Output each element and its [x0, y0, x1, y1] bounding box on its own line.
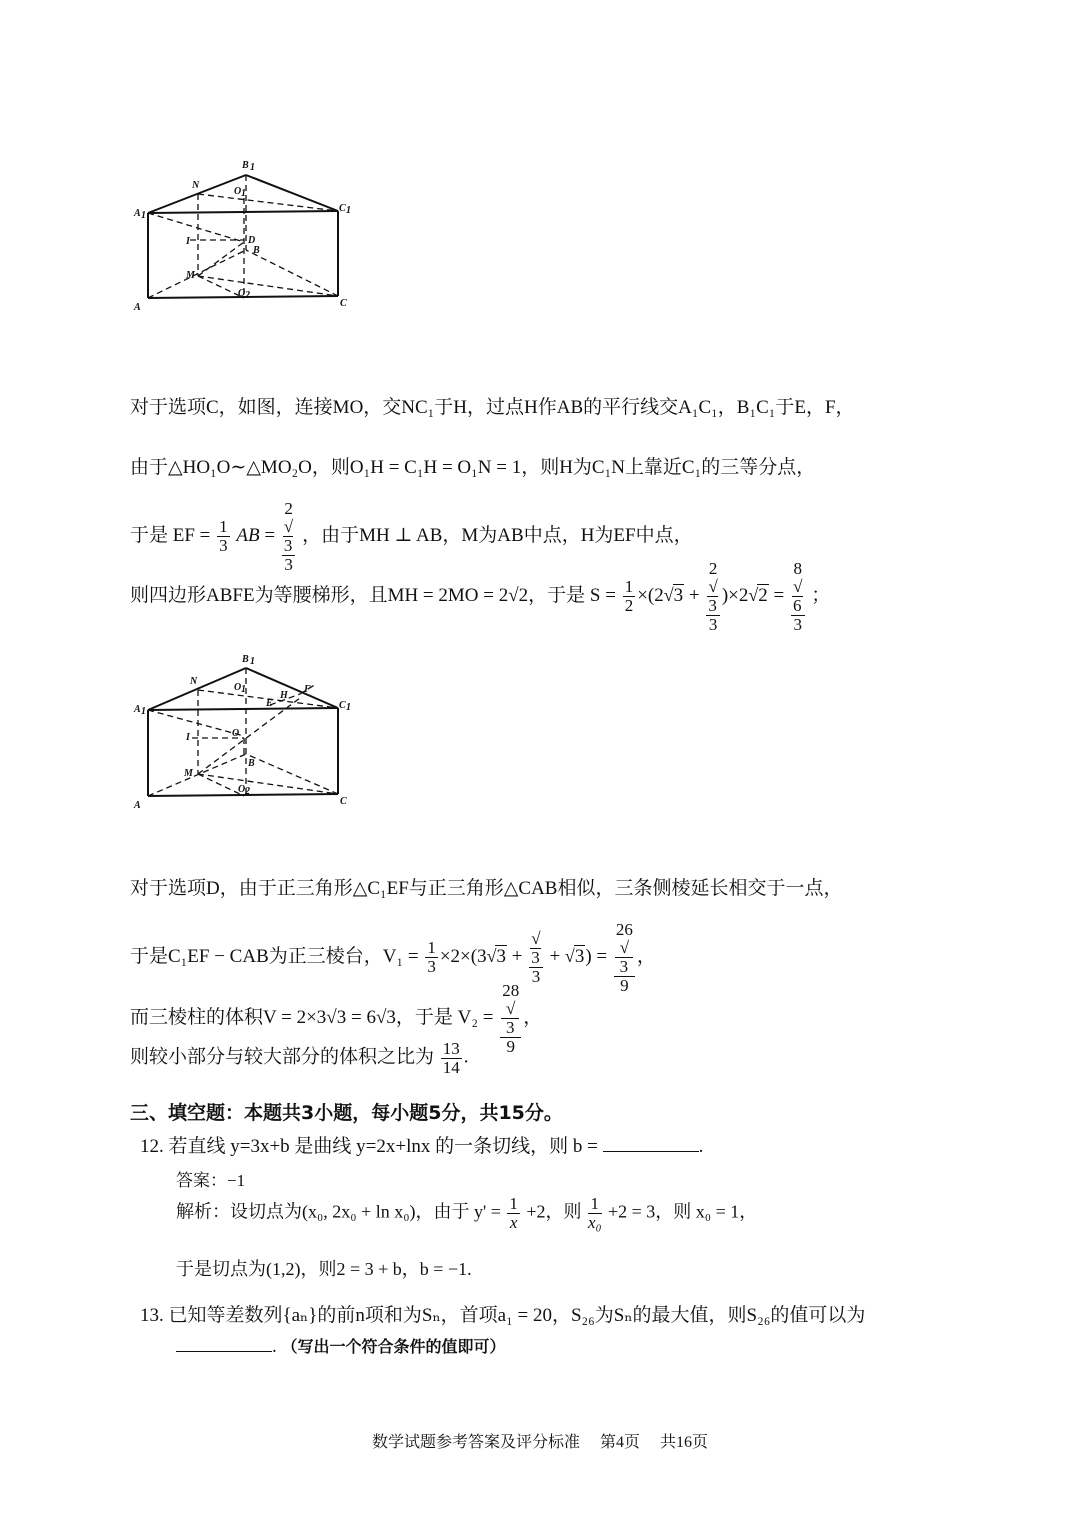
- fraction-2sqrt3-over-3: 2 √ 3 3: [282, 500, 296, 573]
- answer-blank-13[interactable]: [176, 1337, 272, 1352]
- prism-figure-2: [120, 650, 370, 810]
- option-d-line-4: 则较小部分与较大部分的体积之比为 $\frac{13}{14}$ .: [130, 1039, 469, 1077]
- svg-text:1: 1: [346, 205, 351, 216]
- option-c-line-4: 则四边形ABFE为等腰梯形，且MH = 2MO = 2√2，于是 S = $\frac{1}{2}$ ×(2√3 + 2 √ 3 3 )×2√2 = 8 √ 6 3 ；: [130, 559, 831, 634]
- figure-1-labels: [133, 160, 351, 313]
- svg-text:1: 1: [241, 188, 246, 199]
- svg-text:C: C: [340, 796, 347, 807]
- svg-text:O: O: [232, 728, 240, 739]
- svg-text:2: 2: [245, 786, 250, 797]
- prism-figure-1: [120, 158, 370, 318]
- question-12: 12. 若直线 y=3x+b 是曲线 y=2x+lnx 的一条切线，则 b = .: [140, 1136, 704, 1157]
- svg-text:1: 1: [346, 702, 351, 713]
- svg-text:1: 1: [241, 684, 246, 695]
- svg-text:B: B: [248, 758, 255, 769]
- svg-text:F: F: [304, 684, 311, 695]
- fraction-one-third: $\frac{1}{3}$: [219, 517, 228, 556]
- option-d-line-1: 对于选项D，由于正三角形△C₁EF与正三角形△CAB相似，三条侧棱延长相交于一点，: [130, 878, 843, 899]
- option-c-line-3: 于是 EF = $\frac{1}{3}$ AB = 2 √ 3 3 ，由于MH ⊥ AB，M为AB中点，H为EF中点，: [130, 499, 693, 574]
- svg-text:O: O: [234, 186, 242, 197]
- svg-text:A: A: [134, 208, 141, 219]
- page-footer: 数学试题参考答案及评分标准 第4页 共16页: [371, 1434, 709, 1451]
- svg-text:B: B: [242, 160, 249, 171]
- svg-text:C: C: [339, 203, 346, 214]
- svg-text:A: A: [134, 704, 141, 715]
- svg-text:C: C: [339, 700, 346, 711]
- question-13: 13. 已知等差数列{aₙ}的前n项和为Sₙ，首项a₁ = 20，S₂₆为Sₙ的最大值，则S₂₆的值可以为: [140, 1305, 866, 1326]
- q12-answer: 答案：−1: [176, 1171, 246, 1190]
- svg-text:N: N: [192, 180, 200, 191]
- svg-text:2: 2: [245, 290, 250, 301]
- svg-text:O: O: [238, 288, 246, 299]
- svg-text:B: B: [253, 245, 260, 256]
- svg-text:I: I: [186, 236, 190, 247]
- svg-text:1: 1: [250, 656, 255, 667]
- svg-text:O: O: [238, 784, 246, 795]
- svg-text:O: O: [234, 682, 242, 693]
- svg-text:C: C: [340, 298, 347, 309]
- svg-text:M: M: [186, 270, 195, 281]
- svg-text:A: A: [134, 302, 141, 313]
- q12-analysis: 解析：设切点为(x₀, 2x₀ + ln x₀)，由于 y' = $\frac{1}{x}$ +2，则 $\frac{1}{\text{x₀}}$ +2 = 3，则 x₀ = 1，: [176, 1194, 758, 1232]
- option-c-line-2: 由于△HO₁O∼△MO₂O，则O₁H = C₁H = O₁N = 1，则H为C₁N上靠近C₁的三等分点，: [130, 457, 816, 478]
- option-c-line-1: 对于选项C，如图，连接MO，交NC₁于H，过点H作AB的平行线交A₁C₁，B₁C₁于E，F，: [130, 397, 855, 418]
- answer-blank-12[interactable]: [603, 1137, 699, 1152]
- svg-text:D: D: [248, 235, 256, 246]
- svg-text:E: E: [266, 698, 273, 709]
- figure-2-labels: [133, 654, 351, 810]
- svg-text:B: B: [242, 654, 249, 665]
- volume-ratio: $\frac{13}{14}$: [442, 1039, 460, 1077]
- q13-answer-line: . （写出一个符合条件的值即可）: [176, 1334, 506, 1358]
- svg-text:M: M: [184, 768, 193, 779]
- svg-text:1: 1: [250, 162, 255, 173]
- section-3-heading: 三、填空题：本题共3小题，每小题5分，共15分。: [130, 1102, 563, 1124]
- svg-text:1: 1: [141, 706, 146, 717]
- svg-text:I: I: [186, 732, 190, 743]
- q12-conclusion: 于是切点为(1,2)，则2 = 3 + b，b = −1.: [176, 1259, 472, 1279]
- svg-text:N: N: [190, 676, 198, 687]
- svg-text:H: H: [280, 690, 288, 701]
- svg-text:A: A: [134, 800, 141, 810]
- option-d-line-3: 而三棱柱的体积V = 2×3√3 = 6√3，于是 V₂ = 28 √ 3 9 ，: [130, 981, 543, 1056]
- option-d-line-2: 于是C₁EF − CAB为正三棱台，V₁ = $\frac{1}{3}$ ×2×(3√3 + √ 3 3 + √3) = 26 √ 3 9 ，: [130, 920, 656, 995]
- svg-text:1: 1: [141, 210, 146, 221]
